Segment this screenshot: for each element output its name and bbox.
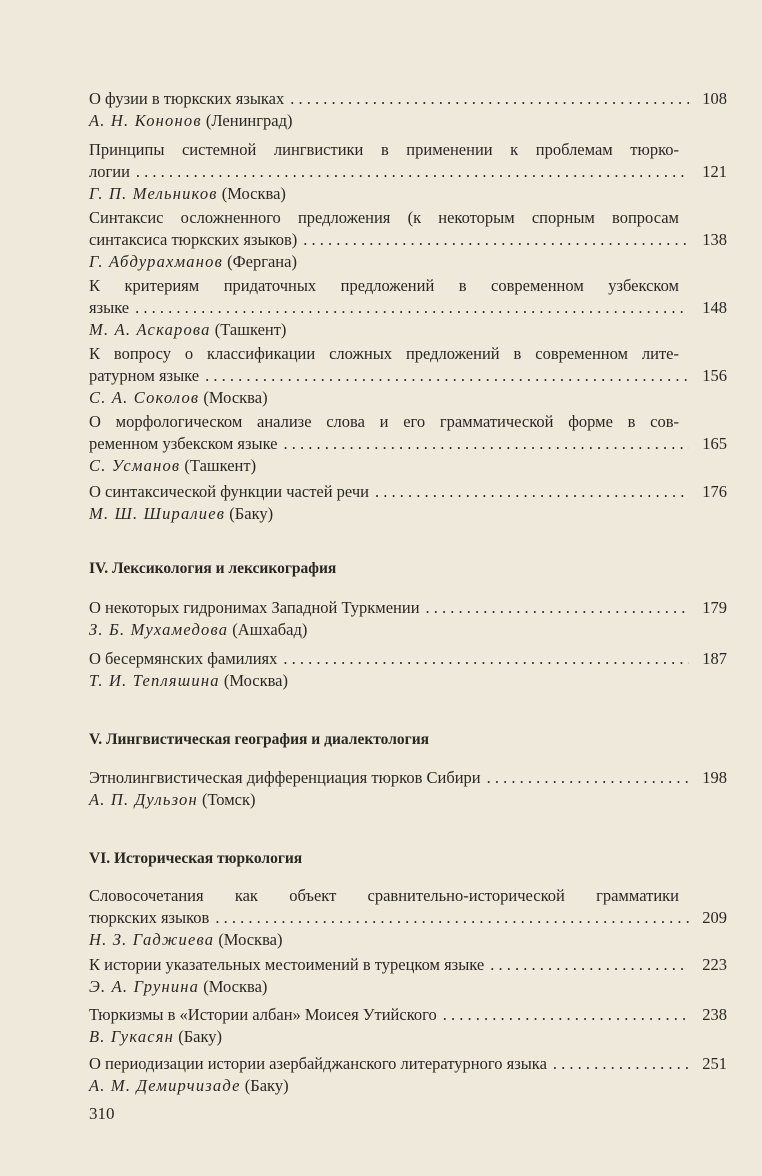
author-name: В. Гукасян <box>89 1027 175 1046</box>
author-city: (Ашхабад) <box>232 620 308 639</box>
author-name: М. Ш. Ширалиев <box>89 504 226 523</box>
toc-entry <box>89 767 727 811</box>
entry-title-last-line <box>89 297 727 319</box>
entry-title-last-line <box>89 648 727 670</box>
toc-entry <box>89 275 727 341</box>
author-name: Г. П. Мельников <box>89 184 218 203</box>
dot-leader <box>490 954 689 976</box>
dot-leader <box>303 229 689 251</box>
dot-leader <box>283 648 689 670</box>
dot-leader <box>375 481 689 503</box>
entry-author-line <box>89 319 727 341</box>
dot-leader <box>290 88 689 110</box>
author-city: (Фергана) <box>227 252 297 271</box>
section-heading-dialectology: V. Лингвистическая география и диалектология <box>89 731 430 748</box>
author-city: (Ленинград) <box>205 111 293 130</box>
author-city: (Москва) <box>203 388 268 407</box>
entry-title-last-line <box>89 597 727 619</box>
entry-author-line <box>89 503 727 525</box>
author-name: Г. Абдурахманов <box>89 252 223 271</box>
author-name: З. Б. Мухамедова <box>89 620 229 639</box>
entry-author-line <box>89 619 727 641</box>
author-city: (Москва) <box>221 184 286 203</box>
author-name: С. А. Соколов <box>89 388 200 407</box>
toc-entry <box>89 481 727 525</box>
entry-title-text: О периодизации истории азербайджанского литературного языка <box>89 1054 547 1073</box>
entry-title-last-line <box>89 1004 727 1026</box>
entry-title-text: ратурном языке <box>89 366 200 385</box>
entry-page-number: 108 <box>702 89 727 108</box>
entry-page-number: 209 <box>702 908 727 927</box>
entry-title-line: О морфологическом анализе слова и его грамматической форме в сов- <box>89 412 679 431</box>
entry-page-number: 238 <box>702 1005 727 1024</box>
author-name: А. П. Дульзон <box>89 790 198 809</box>
author-city: (Москва) <box>203 977 268 996</box>
author-name: А. Н. Кононов <box>89 111 202 130</box>
author-city: (Ташкент) <box>184 456 257 475</box>
entry-page-number: 138 <box>702 230 727 249</box>
entry-author-line <box>89 251 727 273</box>
dot-leader <box>553 1053 689 1075</box>
entry-title-text: языке <box>89 298 130 317</box>
entry-author-line <box>89 387 727 409</box>
section-heading-lexicology: IV. Лексикология и лексикография <box>89 560 337 577</box>
entry-author-line <box>89 110 727 132</box>
entry-title-last-line <box>89 907 727 929</box>
entry-page-number: 176 <box>702 482 727 501</box>
entry-author-line <box>89 183 727 205</box>
author-city: (Москва) <box>218 930 283 949</box>
author-city: (Москва) <box>223 671 288 690</box>
entry-title-last-line <box>89 365 727 387</box>
entry-author-line <box>89 976 727 998</box>
entry-title-last-line <box>89 1053 727 1075</box>
author-name: Н. З. Гаджиева <box>89 930 215 949</box>
entry-title-text: О некоторых гидронимах Западной Туркмении <box>89 598 420 617</box>
entry-title-line: К критериям придаточных предложений в современном узбекском <box>89 276 679 295</box>
page-number: 310 <box>89 1104 115 1123</box>
entry-author-line <box>89 789 727 811</box>
entry-title-text: ременном узбекском языке <box>89 434 278 453</box>
entry-title-text: О синтаксической функции частей речи <box>89 482 369 501</box>
toc-entry <box>89 88 727 132</box>
entry-title-text: Этнолингвистическая дифференциация тюрков Сибири <box>89 768 481 787</box>
author-name: С. Усманов <box>89 456 181 475</box>
dot-leader <box>487 767 689 789</box>
entry-author-line <box>89 455 727 477</box>
entry-title-last-line <box>89 954 727 976</box>
entry-page-number: 148 <box>702 298 727 317</box>
toc-entry <box>89 885 727 951</box>
author-city: (Томск) <box>201 790 256 809</box>
toc-entry <box>89 343 727 409</box>
entry-title-text: тюркских языков <box>89 908 210 927</box>
entry-title-line: К вопросу о классификации сложных предложений в современном лите- <box>89 344 679 363</box>
author-name: М. А. Аскарова <box>89 320 211 339</box>
author-city: (Баку) <box>178 1027 223 1046</box>
entry-page-number: 179 <box>702 598 727 617</box>
author-city: (Баку) <box>244 1076 289 1095</box>
dot-leader <box>215 907 689 929</box>
entry-page-number: 223 <box>702 955 727 974</box>
author-city: (Ташкент) <box>214 320 287 339</box>
entry-title-line: Словосочетания как объект сравнительно-исторической грамматики <box>89 886 679 905</box>
entry-title-last-line <box>89 481 727 503</box>
dot-leader <box>205 365 689 387</box>
toc-entry <box>89 954 727 998</box>
toc-entry <box>89 1053 727 1097</box>
toc-entry <box>89 1004 727 1048</box>
author-name: Э. А. Грунина <box>89 977 200 996</box>
entry-title-last-line <box>89 229 727 251</box>
entry-page-number: 165 <box>702 434 727 453</box>
toc-entry <box>89 597 727 641</box>
entry-title-text: О фузии в тюркских языках <box>89 89 285 108</box>
section-heading-historical: VI. Историческая тюркология <box>89 850 303 867</box>
entry-page-number: 156 <box>702 366 727 385</box>
dot-leader <box>443 1004 689 1026</box>
entry-title-text: К истории указательных местоимений в турецком языке <box>89 955 485 974</box>
toc-entry <box>89 139 727 205</box>
dot-leader <box>426 597 689 619</box>
entry-author-line <box>89 670 727 692</box>
dot-leader <box>136 161 689 183</box>
entry-title-last-line <box>89 161 727 183</box>
dot-leader <box>284 433 689 455</box>
entry-title-last-line <box>89 88 727 110</box>
dot-leader <box>135 297 689 319</box>
entry-author-line <box>89 1075 727 1097</box>
entry-author-line <box>89 1026 727 1048</box>
entry-page-number: 121 <box>702 162 727 181</box>
toc-entry <box>89 207 727 273</box>
entry-title-text: синтаксиса тюркских языков) <box>89 230 298 249</box>
entry-title-last-line <box>89 433 727 455</box>
author-name: А. М. Демирчизаде <box>89 1076 241 1095</box>
entry-title-text: О бесермянских фамилиях <box>89 649 278 668</box>
entry-title-text: логии <box>89 162 130 181</box>
entry-page-number: 198 <box>702 768 727 787</box>
author-name: Т. И. Тепляшина <box>89 671 220 690</box>
entry-author-line <box>89 929 727 951</box>
author-city: (Баку) <box>229 504 274 523</box>
entry-title-line: Синтаксис осложненного предложения (к некоторым спорным вопросам <box>89 208 679 227</box>
entry-page-number: 187 <box>702 649 727 668</box>
entry-title-text: Тюркизмы в «Истории албан» Моисея Утийского <box>89 1005 437 1024</box>
entry-page-number: 251 <box>702 1054 727 1073</box>
toc-entry <box>89 648 727 692</box>
entry-title-last-line <box>89 767 727 789</box>
entry-title-line: Принципы системной лингвистики в применении к проблемам тюрко- <box>89 140 679 159</box>
toc-entry <box>89 411 727 477</box>
